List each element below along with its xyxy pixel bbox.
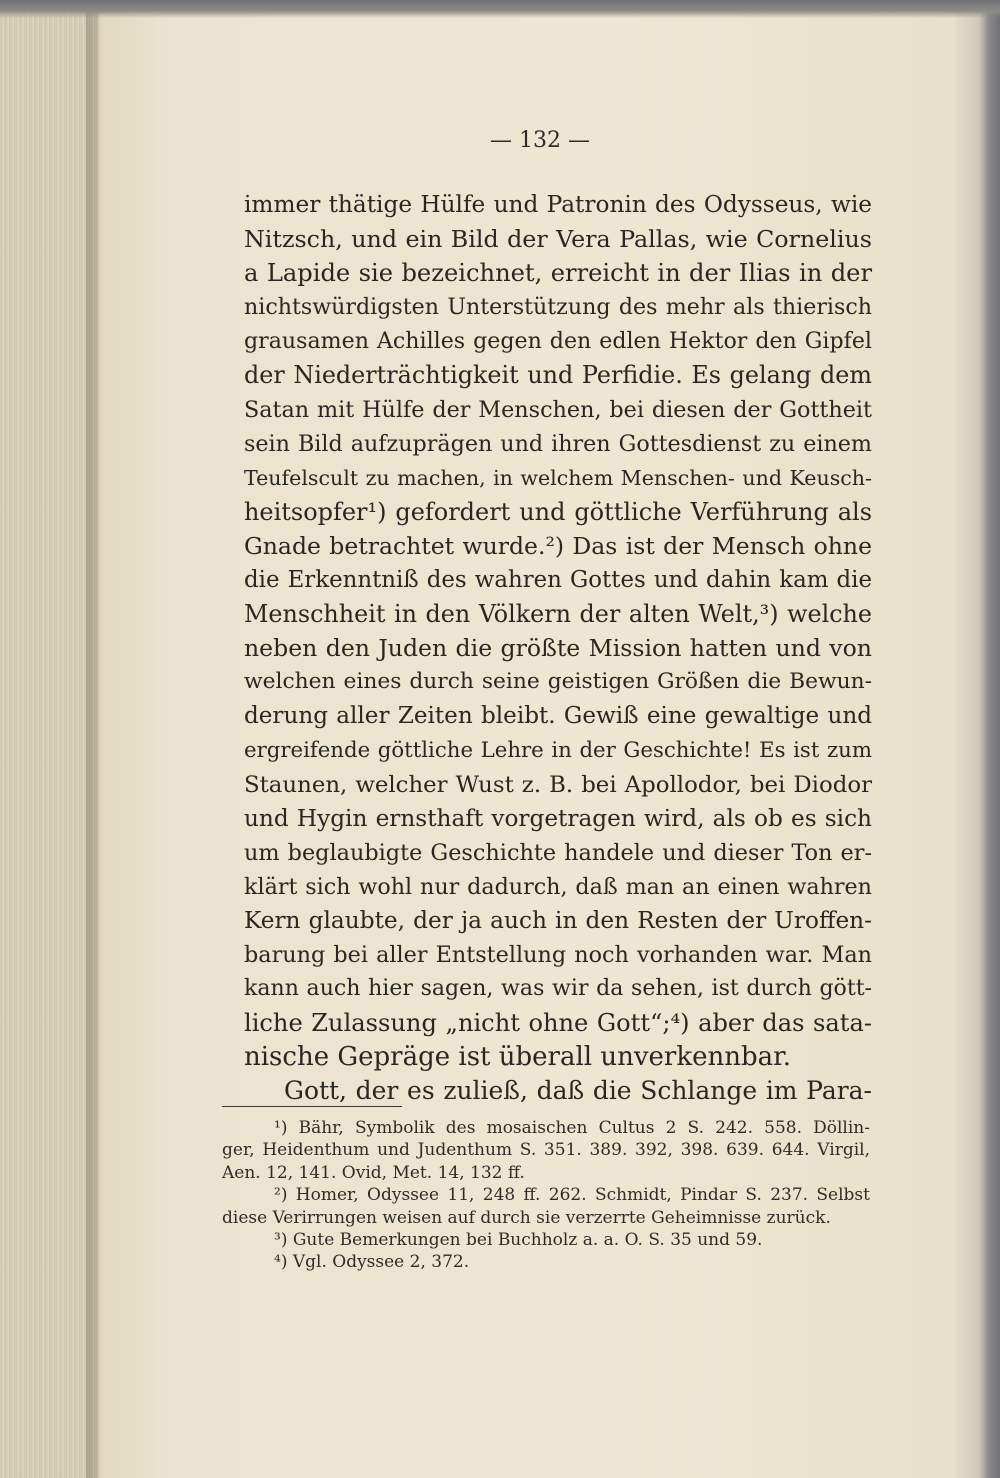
text-line: klärt sich wohl nur dadurch, daß man an einen wahren xyxy=(244,873,872,900)
text-line: die Erkenntniß des wahren Gottes und dahin kam die xyxy=(244,567,872,594)
text-line: Menschheit in den Völkern der alten Welt,³) welche xyxy=(244,600,872,629)
right-margin xyxy=(954,0,1000,1478)
text-line: welchen eines durch seine geistigen Größen die Bewun- xyxy=(244,669,872,695)
footnote-line: ⁴) Vgl. Odyssee 2, 372. xyxy=(274,1252,470,1273)
page-number: — 132 — xyxy=(490,128,590,153)
footnote-rule xyxy=(222,1106,402,1107)
footnote-line: ger, Heidenthum und Judenthum S. 351. 389. 392, 398. 639. 644. Virgil, xyxy=(222,1140,870,1161)
text-line: Gott, der es zuließ, daß die Schlange im Para- xyxy=(284,1076,872,1106)
text-line: kann auch hier sagen, was wir da sehen, ist durch gött- xyxy=(244,976,872,1002)
text-line: Gnade betrachtet wurde.²) Das ist der Mensch ohne xyxy=(244,531,872,560)
footnote-line: Aen. 12, 141. Ovid, Met. 14, 132 ff. xyxy=(222,1162,525,1183)
footnote-line: ²) Homer, Odyssee 11, 248 ff. 262. Schmidt, Pindar S. 237. Selbst xyxy=(274,1185,870,1206)
text-line: immer thätige Hülfe und Patronin des Odysseus, wie xyxy=(244,191,872,218)
text-line: Staunen, welcher Wust z. B. bei Apollodor, bei Diodor xyxy=(244,771,872,798)
text-line: Teufelscult zu machen, in welchem Menschen- und Keusch- xyxy=(244,465,872,490)
text-line: ergreifende göttliche Lehre in der Geschichte! Es ist zum xyxy=(244,737,872,763)
text-line: barung bei aller Entstellung noch vorhanden war. Man xyxy=(244,942,872,969)
footnote-line: ¹) Bähr, Symbolik des mosaischen Cultus 2 S. 242. 558. Döllin- xyxy=(274,1118,870,1138)
body-text xyxy=(244,188,872,1109)
text-line: a Lapide sie bezeichnet, erreicht in der Ilias in der xyxy=(244,259,872,288)
text-line: sein Bild aufzuprägen und ihren Gottesdienst zu einem xyxy=(244,430,872,457)
text-line: derung aller Zeiten bleibt. Gewiß eine gewaltige und xyxy=(244,703,872,730)
text-line: und Hygin ernsthaft vorgetragen wird, als ob es sich xyxy=(244,804,872,832)
text-line: der Niederträchtigkeit und Perfidie. Es gelang dem xyxy=(244,361,872,390)
footnotes xyxy=(222,1117,870,1274)
footnote-line: diese Verirrungen weisen auf durch sie verzerrte Geheimnisse zurück. xyxy=(222,1207,831,1228)
left-page-edges xyxy=(0,0,98,1478)
text-line: nische Gepräge ist überall unverkennbar. xyxy=(244,1042,791,1073)
text-line: um beglaubigte Geschichte handele und dieser Ton er- xyxy=(244,839,872,866)
text-line: neben den Juden die größte Mission hatten und von xyxy=(244,634,872,663)
text-line: Satan mit Hülfe der Menschen, bei diesen der Gottheit xyxy=(244,396,872,423)
text-line: Kern glaubte, der ja auch in den Resten der Uroffen- xyxy=(244,906,872,934)
top-edge xyxy=(0,0,1000,18)
footnote-line: ³) Gute Bemerkungen bei Buchholz a. a. O. S. 35 und 59. xyxy=(274,1229,763,1250)
text-line: nichtswürdigsten Unterstützung des mehr als thierisch xyxy=(244,294,872,321)
text-line: heitsopfer¹) gefordert und göttliche Verführung als xyxy=(244,497,872,526)
text-line: grausamen Achilles gegen den edlen Hektor den Gipfel xyxy=(244,328,872,355)
text-line: Nitzsch, und ein Bild der Vera Pallas, wie Cornelius xyxy=(244,225,872,254)
text-line: liche Zulassung „nicht ohne Gott“;⁴) aber das sata- xyxy=(244,1009,872,1038)
